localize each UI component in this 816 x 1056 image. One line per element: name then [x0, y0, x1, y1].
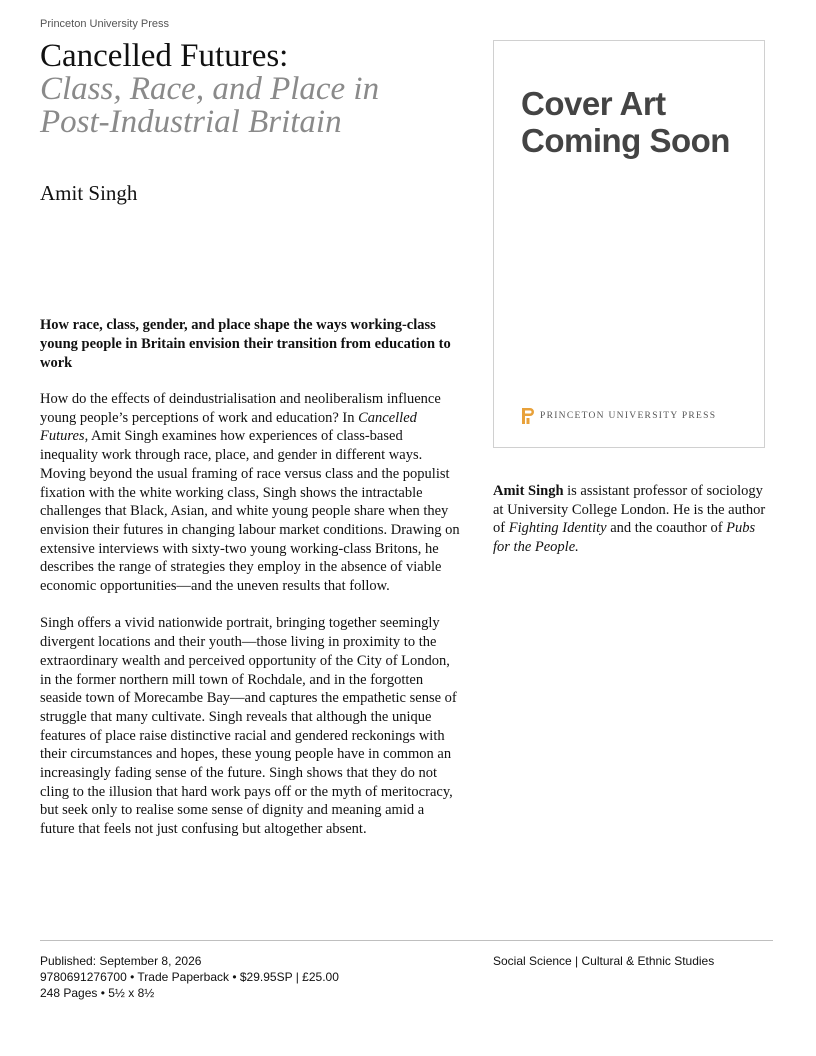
bio-text-2: and the coauthor of	[606, 520, 727, 537]
cover-title-line-2: Coming Soon	[521, 122, 730, 159]
footer-details	[40, 953, 339, 1001]
publication-date: Published: September 8, 2026	[40, 954, 202, 968]
publisher-name: Princeton University Press	[40, 18, 169, 30]
cover-title-line-1: Cover Art	[521, 85, 666, 122]
bio-book-1: Fighting Identity	[508, 520, 607, 537]
cover-placeholder	[493, 40, 765, 448]
title-block	[40, 40, 470, 139]
book-subtitle-line-1: Class, Race, and Place in	[40, 71, 380, 107]
bio-book-2: Pubs for the People.	[493, 520, 756, 556]
page-count-trim: 248 Pages • 5½ x 8½	[40, 986, 155, 1000]
description-paragraph-1	[40, 390, 460, 596]
description-p1-rest: , Amit Singh examines how experiences of class-based inequality work through race, place, and gender in different ways. Moving beyond the usual framing of race versus class and the populist fixation with the white working class, Singh shows the intractable challenges that Black, Asian, and white young people share when they envision their futures in changing labour market conditions. Drawing on extensive interviews with sixty-two young working-class Britons, he describes the range of strategies they employ in the absence of viable economic opportunities—and the uneven results that follow.	[40, 428, 460, 595]
press-logo	[521, 407, 716, 425]
description-p1-start: How do the effects of deindustrialisation and neoliberalism influence young people’s perceptions of work and education? In	[40, 391, 441, 426]
bio-text-1: is assistant professor of sociology at University College London. He is the author of	[493, 483, 766, 537]
footer-divider	[40, 940, 773, 941]
book-title: Cancelled Futures:	[40, 38, 289, 74]
book-author: Amit Singh	[40, 181, 138, 205]
bio-name: Amit Singh	[493, 483, 564, 499]
subject-categories: Social Science | Cultural & Ethnic Studies	[493, 954, 715, 968]
author-bio	[493, 482, 773, 557]
cover-title	[521, 85, 761, 159]
press-logo-icon	[521, 407, 535, 425]
isbn-price: 9780691276700 • Trade Paperback • $29.95SP | £25.00	[40, 970, 339, 984]
press-logo-text: PRINCETON UNIVERSITY PRESS	[540, 411, 717, 421]
description-paragraph-2: Singh offers a vivid nationwide portrait, bringing together seemingly divergent locations and their youth—those living in proximity to the extraordinary wealth and perceived opportunity of the City of London, in the former northern mill town of Rochdale, and in the forgotten seaside town of Morecambe Bay—and captures the empathetic sense of struggle that many cultivate. Singh reveals that although the unique features of place raise distinctive racial and gendered reckonings with their circumstances and hopes, these young people have in common an increasingly fading sense of the future. Singh shows that they do not cling to the illusion that hard work pays off or the myth of meritocracy, but seek only to realise some sense of dignity and meaning amid a future that feels not just confusing but altogether absent.	[40, 615, 457, 838]
lede-summary: How race, class, gender, and place shape the ways working-class young people in Britain envision their transition from education to work	[40, 317, 451, 371]
description-p1-title: Cancelled Futures	[40, 409, 417, 445]
book-subtitle-line-2: Post-Industrial Britain	[40, 104, 342, 140]
description	[40, 390, 460, 858]
